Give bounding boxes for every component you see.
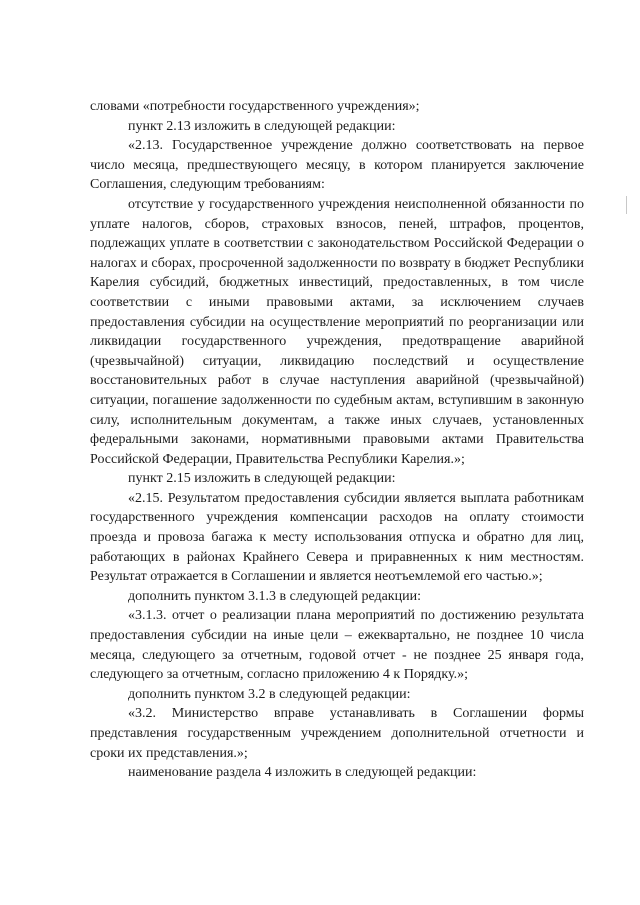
paragraph-item-3-1-3-instruction: дополнить пунктом 3.1.3 в следующей редакции: [128,588,421,604]
paragraph-item-3-2-instruction: дополнить пунктом 3.2 в следующей редакции: [128,686,411,702]
scan-edge-mark [626,196,627,214]
paragraph-item-3-1-3-text: «3.1.3. отчет о реализации плана мероприятий по достижению результата предоставления субсидии на иные цели – ежеквартально, не позднее 10 числа месяца, следующего за отчетным, годовой отчет - не позднее 25 января года, следующего за отчетным, согласно приложению 4 к Порядку.»; [90,608,584,683]
paragraph-item-2-15-instruction: пункт 2.15 изложить в следующей редакции: [128,471,396,487]
paragraph-item-2-13-instruction: пункт 2.13 изложить в следующей редакции: [128,118,396,134]
document-body [90,97,584,783]
paragraph-requirements: отсутствие у государственного учреждения неисполненной обязанности по уплате налогов, сборов, страховых взносов, пеней, штрафов, процентов, подлежащих уплате в соответствии с законодательством Российской Федерации о налогах и сборах, просроченной задолженности по возврату в бюджет Республики Карелия субсидий, бюджетных инвестиций, предоставленных, в том числе соответствии с иными правовыми актами, за исключением случаев предоставления субсидии на осуществление мероприятий по реорганизации или ликвидации государственного учреждения, предотвращение аварийной (чрезвычайной) ситуации, ликвидацию последствий и осуществление восстановительных работ в случае наступления аварийной (чрезвычайной) ситуации, погашение задолженности по судебным актам, вступившим в законную силу, исполнительным документам, а также иных случаев, установленных федеральными законами, нормативными правовыми актами Правительства Российской Федерации, Правительства Республики Карелия.»; [90,196,584,467]
paragraph-item-2-15-text: «2.15. Результатом предоставления субсидии является выплата работникам государственного учреждения компенсации расходов на оплату стоимости проезда и провоза багажа к месту использования отпуска и обратно для лиц, работающих в районах Крайнего Севера и приравненных к ним местностям. Результат отражается в Соглашении и является неотъемлемой его частью.»; [90,490,584,585]
paragraph-section-4-instruction: наименование раздела 4 изложить в следующей редакции: [128,765,477,781]
paragraph-item-2-13-text: «2.13. Государственное учреждение должно соответствовать на первое число месяца, предшествующего месяцу, в котором планируется заключение Соглашения, следующим требованиям: [90,138,584,193]
paragraph-item-3-2-text: «3.2. Министерство вправе устанавливать в Соглашении формы представления государственным учреждением дополнительной отчетности и сроки их представления.»; [90,706,584,761]
paragraph-continuation: словами «потребности государственного учреждения»; [90,99,420,114]
